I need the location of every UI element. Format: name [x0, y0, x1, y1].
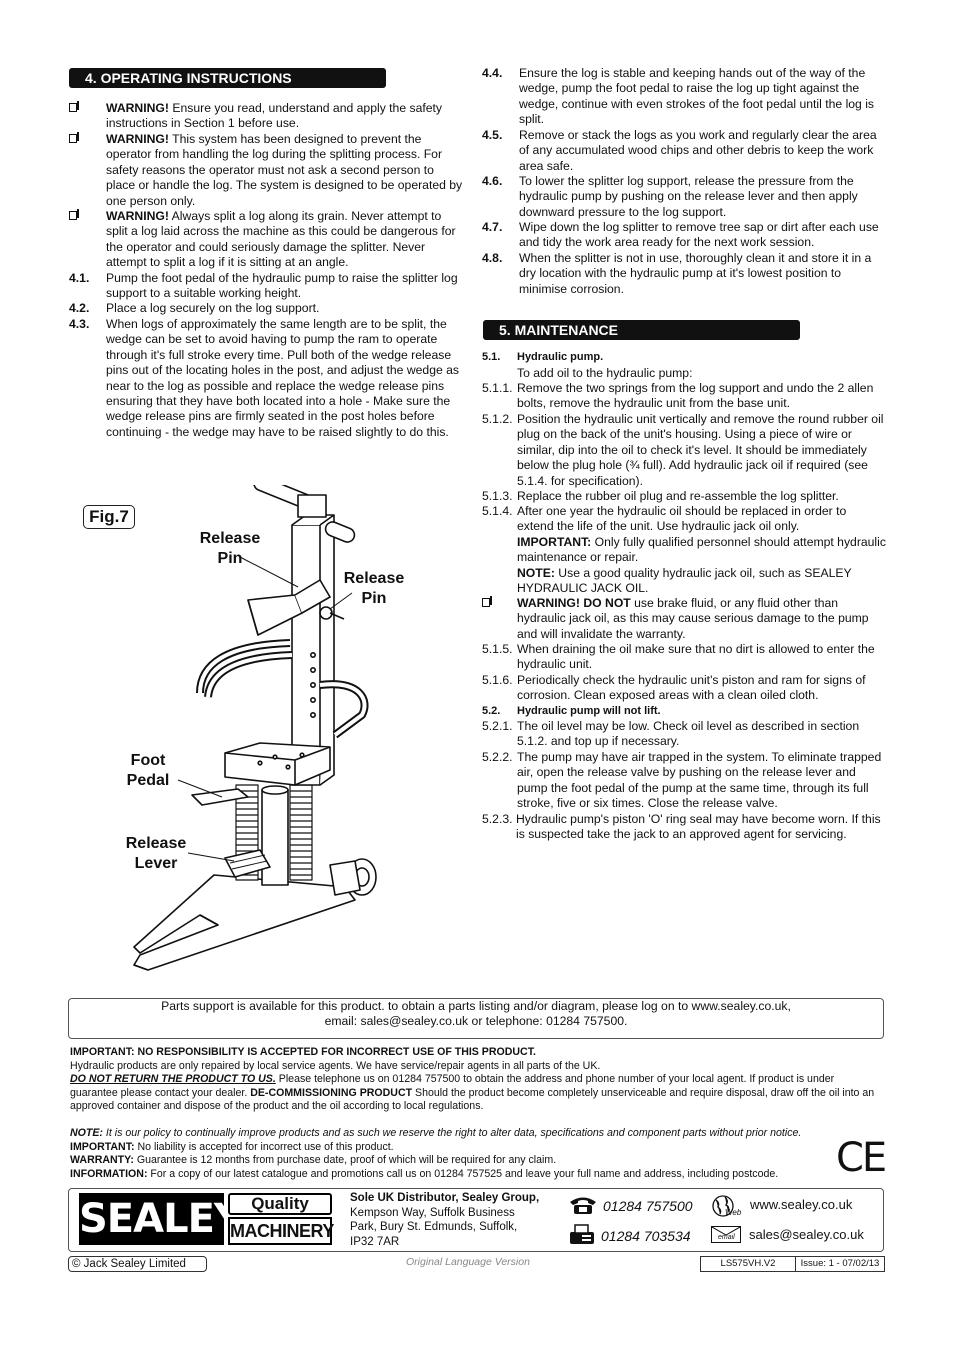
item-number: 4.8.	[482, 251, 503, 265]
warranty-line: WARRANTY: Guarantee is 12 months from purchase date, proof of which will be required for any claim.	[70, 1154, 557, 1167]
telephone-icon	[568, 1195, 598, 1215]
parts-support-line-2: email: sales@sealey.co.uk or telephone: 01284 757500.	[324, 1014, 628, 1029]
item-text: Ensure the log is stable and keeping hands out of the way of the wedge, pump the foot pedal to raise the log up tight against the wedge, continue with even strokes of the foot pedal until the log is split.	[519, 66, 875, 127]
do-not-return-text: Please telephone us on 01284 757500 to obtain the address and phone number of your local agent. If product is under guarantee please contact your dealer.	[70, 1073, 835, 1099]
distributor-title: Sole UK Distributor, Sealey Group,	[350, 1192, 540, 1204]
important-line: IMPORTANT: No liability is accepted for incorrect use of this product.	[70, 1140, 394, 1153]
service-line: Hydraulic products are only repaired by local service agents. We have service/repair agents in all parts of the UK.	[70, 1059, 601, 1072]
item-text: When the splitter is not in use, thoroughly clean it and store it in a dry location with the hydraulic pump at it's lowest position to minimise corrosion.	[519, 251, 872, 296]
item-text: When draining the oil make sure that no dirt is allowed to enter the hydraulic unit.	[517, 642, 875, 672]
item-text: WARNING! This system has been designed to prevent the operator from handling the log during the splitting process. For safety reasons the operator must not ask a second person to place or handle the log. The system is designed to be operated by one person only.	[106, 132, 463, 208]
item-number: 4.2.	[69, 301, 90, 315]
item-number: 4.5.	[482, 128, 503, 142]
checkbox-icon	[69, 134, 77, 143]
item-text: Hydraulic pump.	[517, 351, 604, 363]
item-text: NOTE: Use a good quality hydraulic jack oil, such as SEALEY HYDRAULIC JACK OIL.	[517, 566, 852, 596]
return-paragraph	[70, 1073, 884, 1114]
fax-number: 01284 703534	[601, 1228, 691, 1244]
item-number: 4.6.	[482, 174, 503, 188]
model-number: LS575VH.V2	[700, 1256, 796, 1272]
email-icon-label: email	[718, 1234, 735, 1241]
website[interactable]: www.sealey.co.uk	[750, 1197, 853, 1212]
item-text: Remove or stack the logs as you work and regularly clear the area of any accumulated wood chips and other debris to keep the work area safe.	[519, 128, 877, 173]
item-text: The pump may have air trapped in the system. To eliminate trapped air, open the release valve by pushing on the release lever and pump the foot pedal of the pump at the same time, through its full stroke, five or six times. Close the release valve.	[517, 750, 882, 811]
item-number: 4.4.	[482, 66, 503, 80]
hydraulic-unit	[262, 790, 288, 885]
item-number: 5.1.5.	[482, 642, 513, 656]
item-text: When logs of approximately the same length are to be split, the wedge can be set to avoid having to pump the ram to operate through it's full stroke every time. Pull both of the wedge release pins out of the locating holes in the post, and adjust the wedge as near to the log as possible and replace the wedge release pins ensuring that they have both located into a hole - Make sure the wedge release pins are firmly seated in the post holes before continuing - the wedge may have to be raised slightly to do this.	[106, 317, 460, 439]
item-text: WARNING! Ensure you read, understand and apply the safety instructions in Section 1 before use.	[106, 101, 443, 131]
item-text: Hydraulic pump will not lift.	[517, 705, 661, 717]
item-number: 5.1.6.	[482, 673, 513, 687]
item-text: Hydraulic pump's piston 'O' ring seal may have become worn. If this is suspected take the jack to an approved agent for servicing.	[516, 812, 881, 842]
item-number: 5.2.2.	[482, 750, 513, 764]
email-address[interactable]: sales@sealey.co.uk	[749, 1227, 864, 1242]
callout-release-pin-2: Release Pin	[343, 570, 405, 607]
notes-block	[70, 1127, 860, 1181]
item-text: Remove the two springs from the log support and undo the 2 allen bolts, remove the hydraulic unit from the base unit.	[517, 381, 874, 411]
item-text: Replace the rubber oil plug and re-assemble the log splitter.	[517, 489, 839, 503]
item-number: 4.1.	[69, 271, 90, 285]
fax-icon	[568, 1224, 596, 1246]
item-text: Pump the foot pedal of the hydraulic pump to raise the splitter log support to a suitable working height.	[106, 271, 458, 301]
item-text: Wipe down the log splitter to remove tree sap or dirt after each use and tidy the work area ready for the next work session.	[519, 220, 879, 250]
item-text: To lower the splitter log support, release the pressure from the hydraulic pump by pushing on the release lever and then apply downward pressure to the log support.	[519, 174, 858, 219]
guard	[200, 643, 292, 697]
item-number: 5.1.2.	[482, 412, 513, 426]
item-number: 5.2.	[482, 705, 501, 717]
ce-mark: CE	[836, 1135, 886, 1181]
web-icon-label: Web	[725, 1208, 742, 1217]
parts-support-box	[68, 998, 884, 1039]
parts-support-line-1: Parts support is available for this product. to obtain a parts listing and/or diagram, please log on to www.sealey.co.uk,	[161, 999, 791, 1013]
callout-release-pin-1: Release Pin	[199, 530, 261, 567]
item-number: 5.1.3.	[482, 489, 513, 503]
item-number: 5.2.3.	[482, 812, 513, 826]
address-line-1: Kempson Way, Suffolk Business	[350, 1206, 515, 1219]
item-text: IMPORTANT: Only fully qualified personnel should attempt hydraulic maintenance or repair.	[517, 535, 886, 565]
decommissioning-text: Should the product become completely unserviceable and require disposal, draw off the oil into an approved container and dispose of the product and the oil according to local regulations.	[70, 1086, 875, 1113]
email-icon	[711, 1226, 741, 1243]
distributor-address	[350, 1191, 539, 1249]
legal-block	[70, 1046, 884, 1114]
checkbox-icon	[69, 211, 77, 220]
callout-release-lever: Release Lever	[125, 835, 187, 872]
address-line-2: Park, Bury St. Edmunds, Suffolk,	[350, 1221, 518, 1233]
copyright: © Jack Sealey Limited	[68, 1256, 207, 1272]
figure-label: Fig.7	[83, 505, 135, 529]
item-number: 4.3.	[69, 317, 90, 331]
item-number: 5.1.4.	[482, 504, 513, 518]
phone-number: 01284 757500	[603, 1198, 693, 1214]
callout-foot-pedal: Foot Pedal	[126, 752, 170, 789]
important-heading: IMPORTANT: NO RESPONSIBILITY IS ACCEPTED FOR INCORRECT USE OF THIS PRODUCT.	[70, 1046, 536, 1058]
item-text: Position the hydraulic unit vertically and remove the round rubber oil plug on the back of the unit's housing. Using a piece of wire or similar, dip into the oil to check it's level. It should be immediately below the plug hole (¾ full). Add hydraulic jack oil if required (see 5.1.4. for specification).	[517, 412, 884, 488]
quality-logo: Quality	[228, 1193, 332, 1215]
item-text: WARNING! Always split a log along its grain. Never attempt to split a log laid across the machine as this could be dangerous for the operator and could seriously damage the splitter. Never attempt to split a log if it is sitting at an angle.	[106, 209, 456, 270]
checkbox-icon	[482, 598, 490, 607]
item-number: 5.1.1.	[482, 381, 513, 395]
language-version: Original Language Version	[406, 1256, 530, 1268]
item-number: 5.1.	[482, 351, 501, 363]
sealey-logo: SEALEY	[79, 1193, 224, 1245]
address-line-3: IP32 7AR	[350, 1235, 400, 1248]
item-text: Place a log securely on the log support.	[106, 301, 320, 315]
item-number: 5.2.1.	[482, 719, 513, 733]
checkbox-icon	[69, 103, 77, 112]
do-not-return: DO NOT RETURN THE PRODUCT TO US.	[70, 1073, 276, 1086]
base-fork	[134, 875, 355, 970]
decommissioning-label: DE-COMMISSIONING PRODUCT	[250, 1086, 413, 1099]
item-text: To add oil to the hydraulic pump:	[517, 366, 693, 380]
item-text: WARNING! DO NOT use brake fluid, or any fluid other than hydraulic jack oil, as this may cause serious damage to the pump and will invalidate the warranty.	[517, 596, 869, 641]
machinery-logo: MACHINERY	[228, 1217, 332, 1245]
issue-date: Issue: 1 - 07/02/13	[795, 1256, 885, 1272]
note-line: NOTE: It is our policy to continually improve products and as such we reserve the right to alter data, specifications and component parts without prior notice.	[70, 1127, 802, 1139]
item-text: After one year the hydraulic oil should be replaced in order to extend the life of the unit. Use hydraulic jack oil only.	[517, 504, 847, 534]
item-text: Periodically check the hydraulic unit's piston and ram for signs of corrosion. Clean exposed areas with a clean oiled cloth.	[517, 673, 866, 703]
section-5-heading: 5. MAINTENANCE	[483, 320, 800, 340]
globe-icon	[710, 1194, 740, 1220]
item-text: The oil level may be low. Check oil level as described in section 5.1.2. and top up if necessary.	[517, 719, 860, 749]
section-4-heading: 4. OPERATING INSTRUCTIONS	[69, 68, 386, 88]
information-line: INFORMATION: For a copy of our latest catalogue and promotions call us on 01284 757525 and leave your full name and address, including postcode.	[70, 1167, 779, 1180]
item-number: 4.7.	[482, 220, 503, 234]
